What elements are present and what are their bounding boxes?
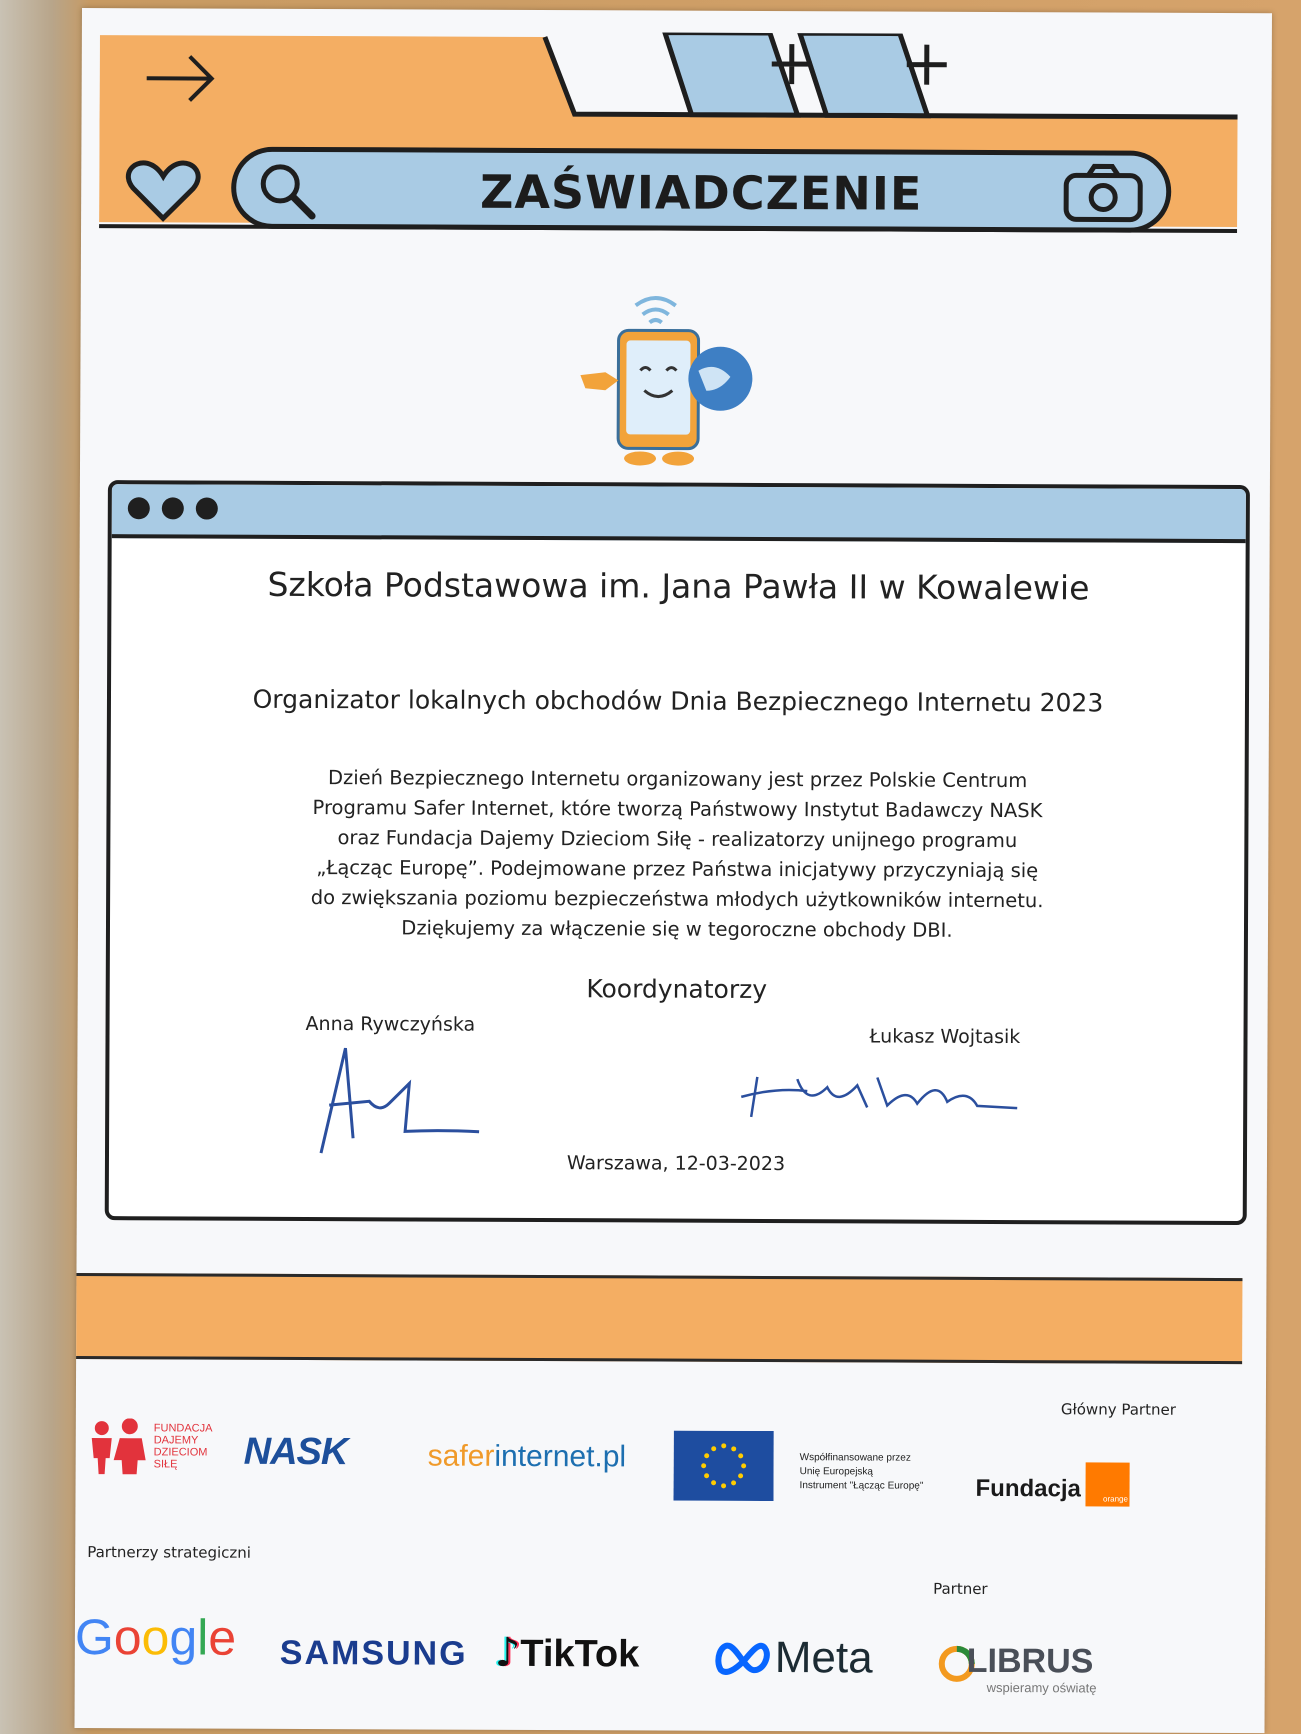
google-logo-letter: l: [197, 1609, 209, 1666]
children-icon: [86, 1418, 148, 1476]
phone-mascot-illustration: [560, 290, 771, 471]
samsung-logo: SAMSUNG: [279, 1633, 468, 1673]
fundacja-orange-text: Fundacja: [975, 1474, 1081, 1503]
signature-right: [737, 1057, 1027, 1128]
paragraph-line: Programu Safer Internet, które tworzą Państwowy Instytut Badawczy NASK: [312, 796, 1043, 823]
nask-logo: NASK: [243, 1430, 348, 1474]
paragraph-line: „Łącząc Europę”. Podejmowane przez Państwa inicjatywy przyczyniają się: [316, 856, 1039, 883]
page-title: ZAŚWIADCZENIE: [479, 164, 923, 221]
certificate-page: [74, 8, 1271, 1733]
window-dot-icon: [196, 498, 218, 520]
google-logo-letter: g: [169, 1609, 198, 1666]
orange-box: orange: [1086, 1462, 1130, 1506]
fdds-logo-line: DZIECIOM: [153, 1446, 208, 1459]
eu-cofinancing-text: [800, 1451, 924, 1494]
eu-flag-icon: [673, 1431, 773, 1501]
certificate-window: [105, 480, 1250, 1225]
saferinternet-logo-part: safer: [427, 1439, 495, 1473]
fdds-logo-line: FUNDACJA: [153, 1422, 213, 1435]
tiktok-logo: [495, 1630, 640, 1677]
fdds-logo-text: [154, 1422, 213, 1470]
school-name: Szkoła Podstawowa im. Jana Pawła II w Kowalewie: [267, 564, 1090, 608]
award-role: Organizator lokalnych obchodów Dnia Bezpiecznego Internetu 2023: [252, 684, 1104, 718]
plus-icon: [767, 39, 817, 89]
paragraph-line: Dziękujemy za włączenie się w tegoroczne obchody DBI.: [401, 916, 953, 942]
eu-text-line: Unię Europejską: [799, 1466, 874, 1478]
google-logo: [75, 1608, 237, 1667]
eu-text-line: Instrument "Łącząc Europę": [799, 1480, 924, 1492]
fundacja-orange-logo: [975, 1462, 1130, 1507]
signer-left-name: Anna Rywczyńska: [305, 1012, 476, 1036]
heart-icon: [125, 158, 201, 224]
meta-infinity-icon: [713, 1638, 775, 1678]
saferinternet-logo: [428, 1440, 627, 1475]
signer-right-name: Łukasz Wojtasik: [869, 1025, 1021, 1049]
meta-logo-text: Meta: [774, 1633, 873, 1683]
camera-icon: [1062, 163, 1144, 223]
arrow-right-icon: [142, 48, 222, 108]
footer-band: [74, 1273, 1242, 1364]
paragraph-line: Dzień Bezpiecznego Internetu organizowany jest przez Polskie Centrum: [327, 766, 1028, 793]
coordinators-heading: Koordynatorzy: [586, 974, 768, 1004]
google-logo-letter: e: [208, 1609, 237, 1666]
librus-logo-text: LIBRUS: [966, 1641, 1094, 1681]
meta-logo: [713, 1633, 873, 1684]
place-and-date: Warszawa, 12-03-2023: [566, 1152, 786, 1176]
fdds-logo-line: DAJEMY: [153, 1434, 199, 1447]
strategic-partners-label: Partnerzy strategiczni: [87, 1543, 251, 1562]
partner-label: Partner: [933, 1579, 988, 1598]
google-logo-letter: G: [74, 1608, 114, 1666]
window-dot-icon: [128, 497, 150, 519]
fdds-logo-line: SIŁĘ: [153, 1458, 178, 1471]
signature-left: [309, 1043, 490, 1164]
main-partner-label: Główny Partner: [1060, 1400, 1176, 1419]
google-logo-letter: o: [113, 1609, 142, 1666]
window-dot-icon: [162, 497, 184, 519]
title-search-bar: [231, 147, 1171, 233]
window-title-bar: [112, 484, 1246, 543]
plus-icon: [902, 40, 952, 90]
paragraph-line: do zwiększania poziomu bezpieczeństwa młodych użytkowników internetu.: [310, 886, 1044, 913]
librus-tagline: wspieramy oświatę: [986, 1679, 1097, 1696]
description-paragraph: [260, 763, 1095, 947]
google-logo-letter: o: [141, 1609, 170, 1666]
librus-logo: [937, 1642, 1127, 1703]
paragraph-line: oraz Fundacja Dajemy Dzieciom Siłę - realizatorzy unijnego programu: [337, 826, 1018, 853]
saferinternet-logo-part: internet.pl: [494, 1439, 627, 1474]
music-note-icon: ♪: [494, 1629, 521, 1676]
fdds-logo: [86, 1418, 226, 1479]
eu-text-line: Współfinansowane przez: [799, 1452, 911, 1464]
tiktok-logo-text: TikTok: [520, 1632, 640, 1676]
